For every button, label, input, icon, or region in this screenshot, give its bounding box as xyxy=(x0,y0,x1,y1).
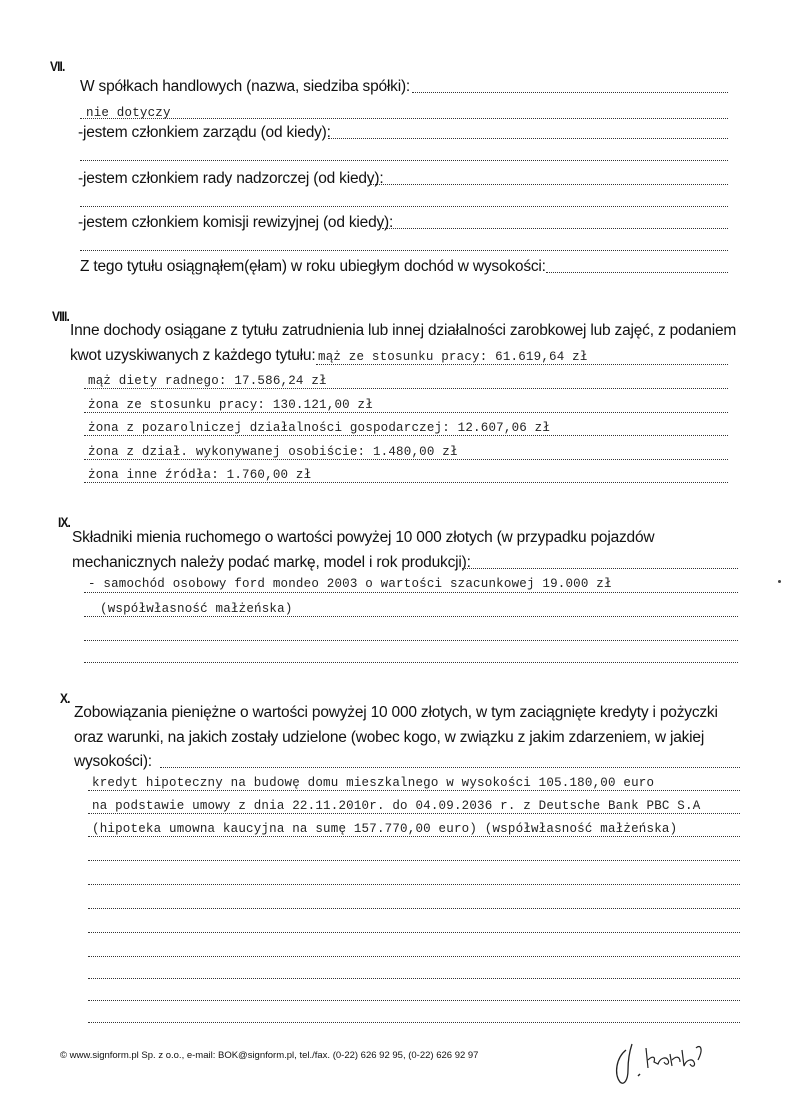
liabilities-fill-line xyxy=(160,767,740,768)
liabilities-line xyxy=(88,978,740,979)
liabilities-line xyxy=(88,908,740,909)
companies-label: W spółkach handlowych (nazwa, siedziba spółki): xyxy=(80,78,411,95)
liabilities-entry: kredyt hipoteczny na budowę domu mieszkalnego w wysokości 105.180,00 euro xyxy=(92,776,655,790)
signature-image xyxy=(608,1030,718,1090)
liabilities-line xyxy=(88,813,740,814)
companies-value-line xyxy=(80,118,728,119)
companies-value: nie dotyczy xyxy=(86,106,171,120)
other-income-line xyxy=(84,435,728,436)
board-member-extra-line xyxy=(80,160,728,161)
supervisory-board-extra-line xyxy=(80,206,728,207)
movable-property-line xyxy=(84,640,738,641)
other-income-line xyxy=(84,482,728,483)
other-income-label-line1: Inne dochody osiągane z tytułu zatrudnienia lub innej działalności zarobkowej lub zajęć, z podaniem xyxy=(70,322,737,339)
other-income-label-line2: kwot uzyskiwanych z każdego tytułu: xyxy=(70,347,316,364)
income-fill-line xyxy=(546,272,728,273)
section-9-heading: IX. xyxy=(58,514,71,530)
liabilities-label-line3: wysokości): xyxy=(74,753,152,770)
liabilities-line xyxy=(88,790,740,791)
liabilities-line xyxy=(88,836,740,837)
other-income-entry: żona z pozarolniczej działalności gospodarczej: 12.607,06 zł xyxy=(88,421,551,435)
supervisory-board-label: -jestem członkiem rady nadzorczej (od kiedy): xyxy=(78,170,384,187)
movable-property-entry: (współwłasność małżeńska) xyxy=(100,602,293,616)
liabilities-label-line1: Zobowiązania pieniężne o wartości powyżej 10 000 złotych, w tym zaciągnięte kredyty i pożyczki xyxy=(74,704,718,721)
liabilities-label-line2: oraz warunki, na jakich zostały udzielone (wobec kogo, w związku z jakim zdarzeniem, w jakiej xyxy=(74,729,705,746)
companies-fill-line xyxy=(412,92,728,93)
other-income-entry: żona ze stosunku pracy: 130.121,00 zł xyxy=(88,398,373,412)
other-income-line xyxy=(316,364,728,365)
liabilities-line xyxy=(88,932,740,933)
other-income-line xyxy=(84,412,728,413)
footer-copyright: © www.signform.pl Sp. z o.o., e-mail: BOK@signform.pl, tel./fax. (0-22) 626 92 95, (0-22) 626 92 97 xyxy=(60,1050,479,1061)
movable-property-line xyxy=(84,662,738,663)
other-income-line xyxy=(84,459,728,460)
other-income-entry: mąż ze stosunku pracy: 61.619,64 zł xyxy=(318,350,588,364)
liabilities-entry: (hipoteka umowna kaucyjna na sumę 157.770,00 euro) (współwłasność małżeńska) xyxy=(92,822,678,836)
other-income-line xyxy=(84,388,728,389)
liabilities-entry: na podstawie umowy z dnia 22.11.2010r. do 04.09.2036 r. z Deutsche Bank PBC S.A xyxy=(92,799,701,813)
movable-property-line xyxy=(84,616,738,617)
other-income-entry: mąż diety radnego: 17.586,24 zł xyxy=(88,374,327,388)
section-10-heading: X. xyxy=(60,690,70,706)
scan-speck xyxy=(778,580,781,583)
board-member-fill-line xyxy=(328,138,728,139)
audit-committee-fill-line xyxy=(382,228,728,229)
liabilities-line xyxy=(88,1000,740,1001)
movable-property-fill-line xyxy=(462,568,738,569)
section-8-heading: VIII. xyxy=(52,308,69,324)
liabilities-line xyxy=(88,860,740,861)
liabilities-line xyxy=(88,1022,740,1023)
movable-property-entry: - samochód osobowy ford mondeo 2003 o wartości szacunkowej 19.000 zł xyxy=(88,577,612,591)
audit-committee-label: -jestem członkiem komisji rewizyjnej (od kiedy): xyxy=(78,214,394,231)
movable-property-label-line1: Składniki mienia ruchomego o wartości powyżej 10 000 złotych (w przypadku pojazdów xyxy=(72,529,655,546)
supervisory-board-fill-line xyxy=(370,184,728,185)
liabilities-line xyxy=(88,884,740,885)
board-member-label: -jestem członkiem zarządu (od kiedy): xyxy=(78,124,331,141)
other-income-entry: żona z dział. wykonywanej osobiście: 1.480,00 zł xyxy=(88,445,458,459)
other-income-entry: żona inne źródła: 1.760,00 zł xyxy=(88,468,312,482)
liabilities-line xyxy=(88,956,740,957)
movable-property-label-line2: mechanicznych należy podać markę, model i rok produkcji): xyxy=(72,554,471,571)
movable-property-line xyxy=(84,592,738,593)
audit-committee-extra-line xyxy=(80,250,728,251)
section-7-heading: VII. xyxy=(50,58,65,74)
income-label: Z tego tytułu osiągnąłem(ęłam) w roku ubiegłym dochód w wysokości: xyxy=(80,258,546,275)
